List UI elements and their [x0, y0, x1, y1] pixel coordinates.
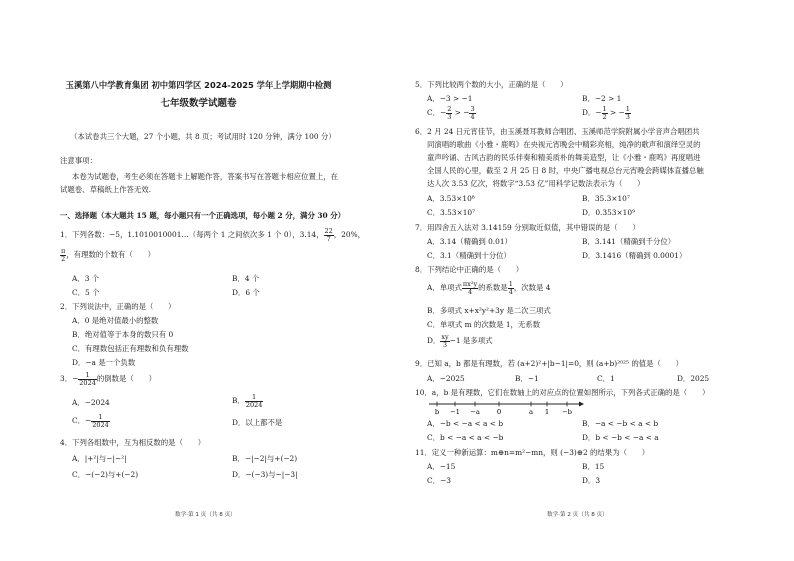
q4-option-d: D．−(−3)与−|−3|	[232, 470, 298, 479]
section-1-heading: 一、选择题（本大题共 15 题，每小题只有一个正确选项，每小题 2 分，满分 30 分）	[60, 211, 346, 220]
q3-option-d: D．以上都不是	[232, 418, 283, 427]
question-6-line-1: 6．2 月 24 日元宵佳节，由玉溪聂耳教师合唱团、玉溪师范学院附属小学音声合唱团共	[415, 127, 700, 136]
q1-option-a: A．3 个	[72, 274, 100, 283]
question-5: 5．下列比较两个数的大小，正确的是（ ）	[415, 80, 568, 89]
q3-option-a: A．−2024	[72, 398, 110, 407]
q11-option-b: B．15	[582, 462, 605, 471]
exam-title: 玉溪第八中学教育集团 初中第四学区 2024-2025 学年上学期期中检测	[65, 80, 332, 90]
notice-line-2: 试题卷、草稿纸上作答无效.	[60, 185, 152, 194]
q11-option-d: D．3	[582, 476, 601, 485]
exam-info: （本试卷共三个大题，27 个小题，共 8 页；考试用时 120 分钟，满分 100 分）	[70, 132, 336, 141]
number-line-arrow	[579, 402, 584, 407]
q5-option-d: D．− $\frac{1}{2}$ > − $\frac{1}{3}$	[582, 105, 630, 121]
question-4: 4．下列各组数中，互为相反数的是（ ）	[60, 438, 206, 447]
question-6-line-4: 全国人民的心里，截至 2 月 25 日 8 时，中央广播电视总台元宵晚会跨媒体直播总触	[427, 166, 704, 175]
q1-option-c: C．5 个	[72, 288, 100, 297]
page-2-footer: 数学·第 2 页（共 8 页）	[547, 512, 608, 518]
q7-option-a: A．3.14（精确到 0.01）	[427, 237, 512, 246]
q10-option-c: C．b < −a < a < −b	[427, 433, 504, 442]
q7-option-c: C．3.1（精确到十分位）	[427, 251, 511, 260]
number-line-label: b	[434, 408, 440, 416]
q3-option-b: B． $\frac{1}{2024}$	[232, 393, 263, 409]
number-line-label: a	[528, 408, 534, 416]
number-line-label: −a	[470, 408, 480, 416]
question-6-line-3: 童声吟诵、古风古韵的民乐伴奏和精美质朴的舞美造型，让《小雅・鹿鸣》再度唱进	[427, 153, 701, 162]
q8-option-c: C．单项式 m 的次数是 1，无系数	[427, 320, 541, 329]
q11-option-a: A．−15	[427, 462, 456, 471]
q5-option-c: C．− $\frac{2}{3}$ > − $\frac{3}{4}$	[427, 105, 475, 121]
question-10: 10．a，b 是有理数，它们在数轴上的对应点的位置如图所示，下列各式正确的是（ ）	[415, 388, 710, 397]
question-6-line-5: 达人次 3.53 亿次，将数字“3.53 亿”用科学记数法表示为（ ）	[427, 179, 645, 188]
q7-option-b: B．3.141（精确到千分位）	[582, 237, 676, 246]
notice-title: 注意事项：	[60, 156, 97, 165]
question-2: 2．下列说法中，正确的是（ ）	[60, 302, 176, 311]
q9-option-c: C．1	[597, 374, 615, 383]
q8-option-d: D． $\frac{xy}{3}$ −1 是多项式	[427, 333, 493, 349]
q4-option-a: A．|+²|与−|−²|	[72, 454, 127, 463]
q5-option-b: B．−2 > 1	[582, 94, 622, 103]
q9-option-b: B．−1	[515, 374, 539, 383]
page-2	[397, 0, 794, 561]
q6-option-b: B．35.3×10⁷	[582, 194, 630, 203]
question-7: 7．用四舍五入法对 3.14159 分别取近似值，其中错误的是（ ）	[415, 223, 640, 232]
q4-option-b: B．−|−2|与+(−2)	[232, 454, 298, 463]
number-line-label: 1	[544, 408, 550, 416]
q4-option-c: C．−(−2)与+(−2)	[72, 470, 139, 479]
number-line-label: −b	[561, 408, 573, 416]
q6-option-c: C．3.53×10⁷	[427, 208, 476, 217]
question-8: 8．下列结论中正确的是（ ）	[415, 265, 524, 274]
question-6-line-2: 同演唱的歌曲《小雅・鹿鸣》在央视元宵晚会中精彩亮相，纯净的歌声和演绎空灵的	[427, 140, 701, 149]
number-line-label: −1	[449, 408, 461, 416]
q6-option-a: A．3.53×10⁸	[427, 194, 475, 203]
notice-line-1: 本卷为试题卷，考生必须在答题卡上解题作答，答案书写在答题卡相应位置上，在	[72, 172, 339, 181]
q8-option-b: B．多项式 x+x²y²+3y 是二次三项式	[427, 306, 551, 315]
q8-option-a: A．单项式 $\frac{\text{πx²y}}{4}$ 的系数是 $\frac{1}{4}$ ，次数是 4	[427, 280, 551, 296]
q10-option-d: D．b < −b < −a < a	[582, 433, 659, 442]
q2-option-d: D．−a 是一个负数	[72, 358, 136, 367]
q9-option-d: D．2025	[677, 374, 710, 383]
q6-option-d: D．0.353×10⁹	[582, 208, 636, 217]
page-1-footer: 数学·第 1 页（共 8 页）	[175, 512, 236, 518]
q5-option-a: A．−3 > −1	[427, 94, 473, 103]
q1-option-b: B．4 个	[232, 274, 260, 283]
number-line	[427, 400, 587, 416]
exam-subtitle: 七年级数学试题卷	[160, 98, 237, 109]
q10-option-a: A．−b < −a < a < b	[427, 419, 504, 428]
question-3: 3．− $\frac{1}{2024}$ 的倒数是（ ）	[60, 371, 156, 387]
q7-option-d: D．3.1416（精确到 0.0001）	[582, 251, 687, 260]
q9-option-a: A．−2025	[427, 374, 465, 383]
q2-option-c: C．有理数包括正有理数和负有理数	[72, 344, 189, 353]
q3-option-c: C．− $\frac{1}{2024}$	[72, 413, 109, 429]
q2-option-b: B．绝对值等于本身的数只有 0	[72, 330, 174, 339]
question-9: 9．已知 a，b 都是有理数，若 (a+2)²+|b−1|=0，则 (a+b)²⁰²⁵ 的值是（ ）	[415, 359, 684, 368]
question-11: 11．定义一种新运算：m⊕n=m²−mn，则 (−3)⊕2 的结果为（ ）	[415, 448, 650, 457]
number-line-label: 0	[496, 408, 502, 416]
question-1: 1．下列各数：−5，1.1010010001…（每两个 1 之间依次多 1 个 0），3.14， $\frac{22}{7}$ ，20%，	[60, 227, 365, 243]
q2-option-a: A．0 是绝对值最小的整数	[72, 316, 159, 325]
q10-option-b: B．−a < −b < a < b	[582, 419, 659, 428]
question-1-cont: $\frac{\pi}{2}$ ，有理数的个数有（ ）	[61, 247, 155, 263]
q11-option-c: C．−3	[427, 476, 451, 485]
q1-option-d: D．6 个	[232, 288, 260, 297]
